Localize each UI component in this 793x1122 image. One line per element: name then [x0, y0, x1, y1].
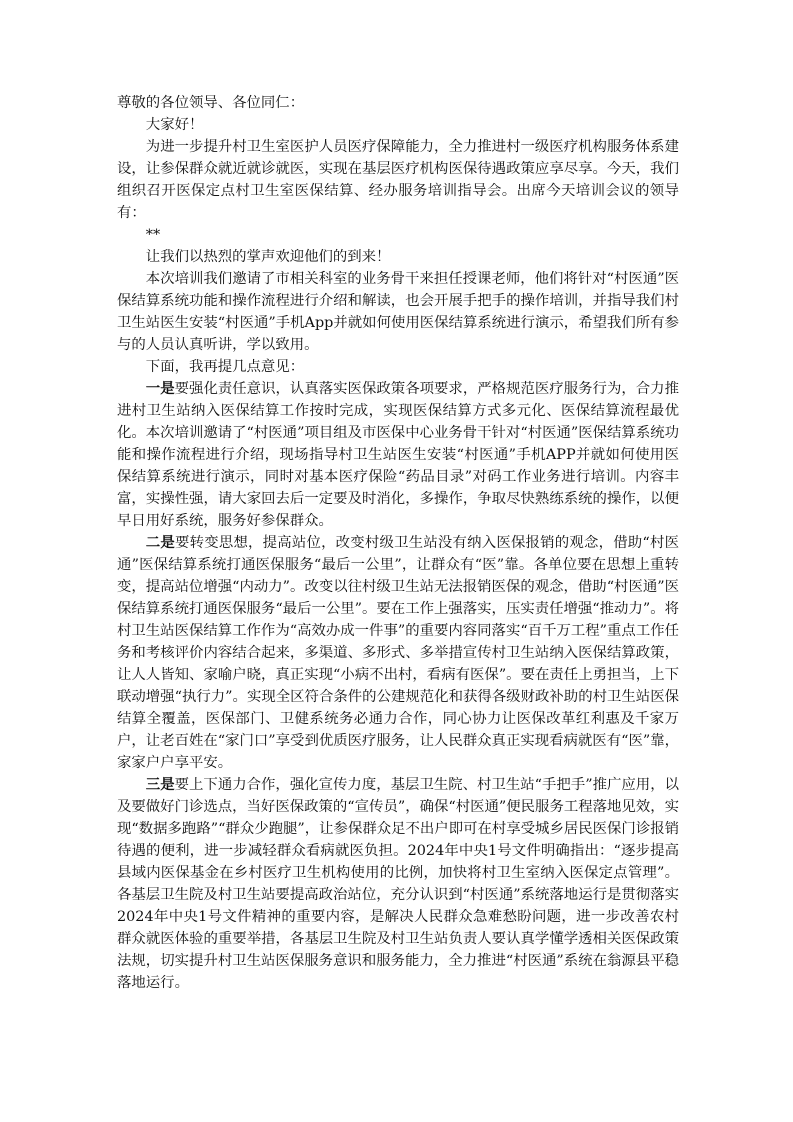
greeting: 大家好！: [145, 117, 204, 133]
welcome-line: 让我们以热烈的掌声欢迎他们的到来！: [145, 249, 391, 265]
point-2-lead: 二是: [145, 534, 176, 551]
paragraph-training: 本次培训我们邀请了市相关科室的业务骨干来担任授课老师，他们将针对“村医通”医保结算系统功能和操作流程进行介绍和解读，也会开展手把手的操作培训，并指导我们村卫生站医生安装“村医通”手机App并就如何使用医保结算系统进行演示，希望我们所有参与的人员认真听讲，学以致用。: [117, 271, 679, 353]
paragraph-point-2: [117, 532, 679, 774]
point-1-lead: 一是: [145, 380, 175, 397]
point-1-text: 要强化责任意识，认真落实医保政策各项要求，严格规范医疗服务行为，合力推进村卫生站纳入医保结算工作按时完成，实现医保结算方式多元化、医保结算流程最优化。本次培训邀请了“村医通”项目组及市医保中心业务骨干针对“村医通”医保结算系统功能和操作流程进行介绍，现场指导村卫生站医生安装“村医通”手机APP并就如何使用医保结算系统进行演示，同时对基本医疗保险“药品目录”对码工作业务进行培训。内容丰富，实操性强，请大家回去后一定要及时消化，多操作，争取尽快熟练系统的操作，以便早日用好系统，服务好参保群众。: [117, 381, 679, 529]
point-3-text: 要上下通力合作，强化宣传力度，基层卫生院、村卫生站“手把手”推广应用，以及要做好门诊选点，当好医保政策的“宣传员”，确保“村医通”便民服务工程落地见效，实现“数据多跑路”“群众少跑腿”，让参保群众足不出户即可在村享受城乡居民医保门诊报销待遇的便利，进一步减轻群众看病就医负担。2024年中央1号文件明确指出：“逐步提高县域内医保基金在乡村医疗卫生机构使用的比例，加快将村卫生室纳入医保定点管理”。各基层卫生院及村卫生站要提高政治站位，充分认识到“村医通”系统落地运行是贯彻落实2024年中央1号文件精神的重要内容，是解决人民群众急难愁盼问题，进一步改善农村群众就医体验的重要举措，各基层卫生院及村卫生站负责人要认真学懂学透相关医保政策法规，切实提升村卫生站医保服务意识和服务能力，全力推进“村医通”系统在翁源县平稳落地运行。: [117, 777, 679, 991]
document-body: [117, 92, 679, 994]
paragraph-point-1: [117, 378, 679, 532]
attendee-placeholder: **: [145, 227, 161, 243]
paragraph-intro: 为进一步提升村卫生室医护人员医疗保障能力，全力推进村一级医疗机构服务体系建设，让参保群众就近就诊就医，实现在基层医疗机构医保待遇政策应享尽享。今天，我们组织召开医保定点村卫生室医保结算、经办服务培训指导会。出席今天培训会议的领导有：: [117, 139, 679, 221]
point-2-text: 要转变思想，提高站位，改变村级卫生站没有纳入医保报销的观念，借助“村医通”医保结算系统打通医保服务“最后一公里”，让群众有“医”靠。各单位要在思想上重转变，提高站位增强“内动力”。改变以往村级卫生站无法报销医保的观念，借助“村医通”医保结算系统打通医保服务“最后一公里”。要在工作上强落实，压实责任增强“推动力”。将村卫生站医保结算工作作为“高效办成一件事”的重要内容同落实“百千万工程”重点工作任务和考核评价内容结合起来，多渠道、多形式、多举措宣传村卫生站纳入医保结算政策，让人人皆知、家喻户晓，真正实现“小病不出村，看病有医保”。要在责任上勇担当，上下联动增强“执行力”。实现全区符合条件的公建规范化和获得各级财政补助的村卫生站医保结算全覆盖，医保部门、卫健系统务必通力合作，同心协力让医保改革红利惠及千家万户，让老百姓在“家门口”享受到优质医疗服务，让人民群众真正实现看病就医有“医”靠，家家户户享平安。: [117, 535, 679, 771]
salutation: 尊敬的各位领导、各位同仁：: [117, 95, 305, 111]
paragraph-opinions-intro: 下面，我再提几点意见：: [145, 359, 305, 375]
paragraph-point-3: [117, 774, 679, 994]
point-3-lead: 三是: [145, 776, 175, 793]
